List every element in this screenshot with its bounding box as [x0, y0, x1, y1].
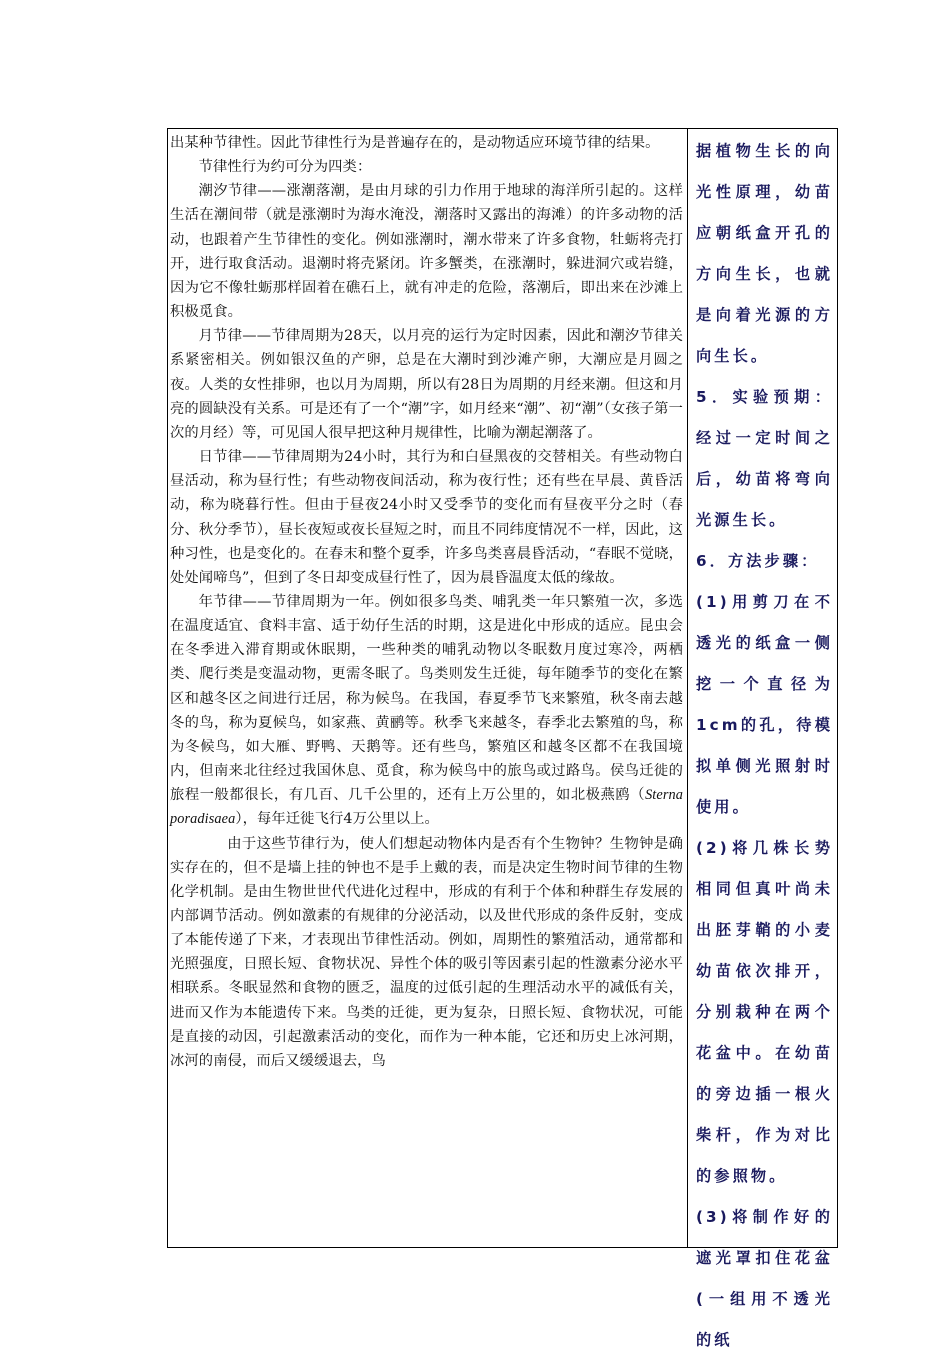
paragraph-intro-end: 出某种节律性。因此节律性行为是普遍存在的，是动物适应环境节律的结果。: [170, 135, 660, 151]
method-step-1: (1)用剪刀在不透光的纸盒一侧挖一个直径为1cm的孔，待模拟单侧光照射时使用。: [696, 593, 833, 816]
paragraph-tidal-rhythm: 潮汐节律——涨潮落潮，是由月球的引力作用于地球的海洋所引起的。这样生活在潮间带（就是涨潮时为海水淹没，潮落时又露出的海滩）的许多动物的活动，也跟着产生节律性的变化。例如涨潮时，潮水带来了许多食物，牡蛎将壳打开，进行取食活动。退潮时将壳紧闭。许多蟹类，在涨潮时，躲进洞穴或岩缝，因为它不像牡蛎那样固着在礁石上，就有冲走的危险，落潮后，即出来在沙滩上积极觅食。: [170, 183, 683, 321]
left-text-column: [168, 129, 688, 1247]
paragraph-daily-rhythm: 日节律——节律周期为24小时，其行为和白昼黑夜的交替相关。有些动物白昼活动，称为昼行性；有些动物夜间活动，称为夜行性；还有些在早晨、黄昏活动，称为晓暮行性。但由于昼夜24小时又受季节的变化而有昼夜平分之时（春分、秋分季节），昼长夜短或夜长昼短之时，而且不同纬度情况不一样，因此，这种习性，也是变化的。在春末和整个夏季，许多鸟类喜晨昏活动，“春眠不觉晓，处处闻啼鸟”，但到了冬日却变成昼行性了，因为晨昏温度太低的缘故。: [170, 449, 683, 586]
method-step-3: (3)将制作好的遮光罩扣住花盆(一组用不透光的纸: [696, 1208, 833, 1349]
paragraph-categories: 节律性行为约可分为四类：: [198, 159, 372, 176]
species-latin-name: Sterna poradisaea: [170, 787, 683, 828]
annual-rhythm-text: 年节律——节律周期为一年。例如很多鸟类、哺乳类一年只繁殖一次，多选在温度适宜、食料丰富、适于幼仔生活的时期，这是进化中形成的适应。昆虫会在冬季进入滞育期或休眠期，一些种类的哺乳动物以冬眠数月度过寒冷，两栖类、爬行类是变温动物，更需冬眠了。鸟类则发生迁徙，每年随季节的变化在繁区和越冬区之间进行迁居，称为候鸟。在我国，春夏季节飞来繁殖，秋冬南去越冬的鸟，称为夏候鸟，如家燕、黄鹂等。秋季飞来越冬，春季北去繁殖的鸟，称为冬候鸟，如大雁、野鸭、天鹅等。还有些鸟，繁殖区和越冬区都不在我国境内，但南来北往经过我国休息、觅食，称为候鸟中的旅鸟或过路鸟。侯鸟迁徙的旅程一般都很长，有几百、几千公里的，还有上万公里的，如北极燕鸥（: [170, 593, 683, 804]
paragraph-annual-rhythm: [170, 590, 683, 832]
method-step-2: (2)将几株长势相同但真叶尚未出胚芽鞘的小麦幼苗依次排开，分别栽种在两个花盆中。在幼苗的旁边插一根火柴杆，作为对比的参照物。: [696, 839, 833, 1185]
experiment-prediction: 5．实验预期：经过一定时间之后，幼苗将弯向光源生长。: [696, 388, 833, 529]
paragraph-biological-clock: 由于这些节律行为，使人们想起动物体内是否有个生物钟？生物钟是确实存在的，但不是墙上挂的钟也不是手上戴的表，而是决定生物时间节律的生物化学机制。是由生物世世代代进化过程中，形成的有利于个体和种群生存发展的内部调节活动。例如激素的有规律的分泌活动，以及世代形成的条件反射，变成了本能传递了下来，才表现出节律性活动。例如，周期性的繁殖活动，通常都和光照强度，日照长短、食物状况、异性个体的吸引等因素引起的性激素分泌水平相联系。冬眠显然和食物的匮乏，温度的过低引起的生理活动水平的减低有关，进而又作为本能遗传下来。鸟类的迁徙，更为复杂，日照长短、食物状况，可能是直接的动因，引起激素活动的变化，而作为一种本能，它还和历史上冰河期，冰河的南侵，而后又缓缓退去，鸟: [170, 835, 683, 1069]
right-experiment-column: [688, 129, 837, 1349]
document-table: [167, 128, 838, 1349]
annual-rhythm-tail: ），每年迁徙飞行4万公里以上。: [235, 811, 439, 828]
paragraph-lunar-rhythm: 月节律——节律周期为28天，以月亮的运行为定时因素，因此和潮汐节律关系紧密相关。例如银汉鱼的产卵，总是在大潮时到沙滩产卵，大潮应是月圆之夜。人类的女性排卵，也以月为周期，所以有28日为周期的月经来潮。但这和月亮的圆缺没有关系。可是还有了一个“潮”字，如月经来“潮”、初“潮”（女孩子第一次的月经）等，可见国人很早把这种月规律性，比喻为潮起潮落了。: [170, 328, 683, 441]
method-steps-heading: 6．方法步骤：: [696, 552, 820, 570]
experiment-principle: 据植物生长的向光性原理，幼苗应朝纸盒开孔的方向生长，也就是向着光源的方向生长。: [696, 142, 833, 365]
